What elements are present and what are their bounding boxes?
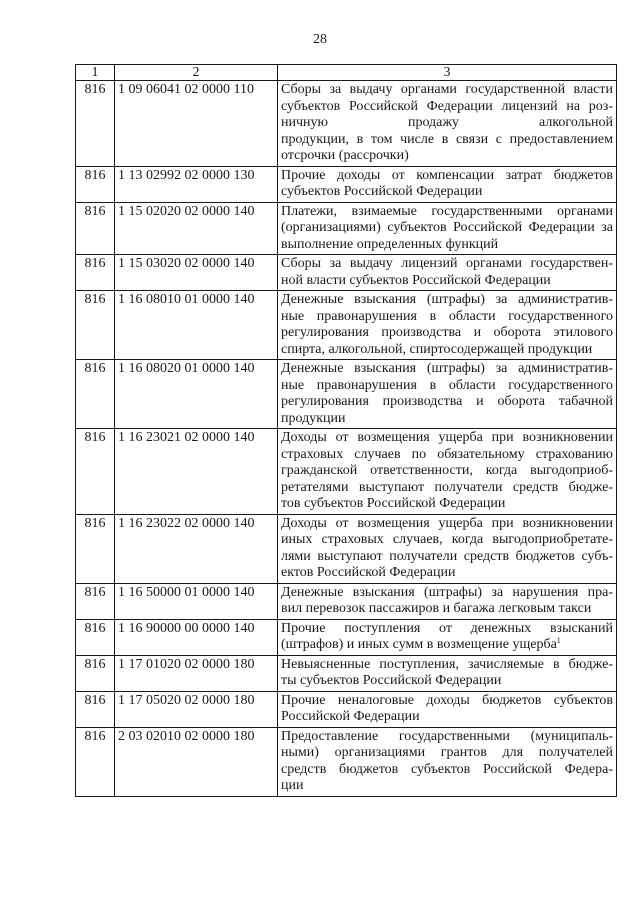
budget-code-cell: 1 15 02020 02 0000 140 xyxy=(115,202,278,255)
column-header-2: 2 xyxy=(115,65,278,81)
description-cell xyxy=(278,429,617,515)
budget-code-cell: 1 17 01020 02 0000 180 xyxy=(115,655,278,691)
description-cell xyxy=(278,583,617,619)
description-line xyxy=(281,430,613,447)
description-line-text: отсрочки (рассрочки) xyxy=(281,148,409,163)
description-line-text: регулирования производства и оборота этилового xyxy=(281,325,613,340)
table-row xyxy=(76,429,617,515)
description-line-text: Доходы от возмещения ущерба при возникновении xyxy=(281,430,613,445)
table-header-row xyxy=(76,65,617,81)
footnote-marker: 1 xyxy=(556,636,561,645)
admin-code-cell: 816 xyxy=(76,202,115,255)
description-line-text: субъектов Российской Федерации лицензий на роз- xyxy=(281,98,613,114)
table-row xyxy=(76,691,617,727)
description-cell xyxy=(278,655,617,691)
description-line xyxy=(281,601,613,618)
description-line-text: субъектов Российской Федерации xyxy=(281,184,483,199)
table-row xyxy=(76,583,617,619)
description-line xyxy=(281,99,613,116)
description-cell xyxy=(278,619,617,655)
description-line xyxy=(281,709,613,726)
description-line xyxy=(281,621,613,638)
description-line-text: выполнение определенных функций xyxy=(281,236,499,252)
description-cell xyxy=(278,727,617,796)
description-line-text: ничную продажу алкогольной xyxy=(281,115,613,130)
description-line xyxy=(281,657,613,674)
description-line xyxy=(281,82,613,99)
description-line xyxy=(281,693,613,710)
column-header-1: 1 xyxy=(76,65,115,81)
description-line-text: (штрафов) и иных сумм в возмещение ущерба xyxy=(281,637,557,652)
description-line-text: средств бюджетов субъектов Российской Федера- xyxy=(281,761,613,777)
description-line-text: Доходы от возмещения ущерба при возникновении xyxy=(281,515,613,531)
budget-code-cell: 1 15 03020 02 0000 140 xyxy=(115,255,278,291)
description-line-text: страховых случаев по обязательному страхованию xyxy=(281,446,613,462)
budget-code-cell: 2 03 02010 02 0000 180 xyxy=(115,727,278,796)
table-row xyxy=(76,202,617,255)
description-line xyxy=(281,532,613,549)
description-line-text: Прочие неналоговые доходы бюджетов субъектов xyxy=(281,692,613,708)
table-body xyxy=(76,65,617,797)
description-line-text: лями выступают получатели средств бюджетов субъ- xyxy=(281,548,613,564)
description-line-text: Прочие доходы от компенсации затрат бюджетов xyxy=(281,167,613,183)
description-line-text: Денежные взыскания (штрафы) за нарушения пра- xyxy=(281,584,613,600)
admin-code-cell: 816 xyxy=(76,291,115,360)
description-line-text: Денежные взыскания (штрафы) за административ- xyxy=(281,361,613,376)
description-cell xyxy=(278,514,617,583)
revenue-codes-table xyxy=(75,64,617,797)
table-row xyxy=(76,81,617,167)
admin-code-cell: 816 xyxy=(76,727,115,796)
admin-code-cell: 816 xyxy=(76,255,115,291)
description-line-text: Российской Федерации xyxy=(281,709,420,724)
description-line-text: (организациями) субъектов Российской Федерации за xyxy=(281,220,613,235)
description-line xyxy=(281,273,613,290)
description-line xyxy=(281,673,613,690)
budget-code-cell: 1 16 23021 02 0000 140 xyxy=(115,429,278,515)
description-line-text: ной власти субъектов Российской Федерации xyxy=(281,272,551,288)
budget-code-cell: 1 16 90000 00 0000 140 xyxy=(115,619,278,655)
description-line xyxy=(281,565,613,582)
description-line xyxy=(281,361,613,378)
budget-code-cell: 1 16 08020 01 0000 140 xyxy=(115,360,278,429)
description-cell xyxy=(278,691,617,727)
description-line xyxy=(281,204,613,221)
budget-code-cell: 1 09 06041 02 0000 110 xyxy=(115,81,278,167)
description-line-text: Платежи, взимаемые государственными органами xyxy=(281,203,613,219)
description-cell xyxy=(278,291,617,360)
table-row xyxy=(76,360,617,429)
description-line xyxy=(281,237,613,254)
description-line xyxy=(281,184,613,201)
description-line-text: продукции xyxy=(281,410,346,426)
description-line-text: Денежные взыскания (штрафы) за административ- xyxy=(281,292,613,307)
table-row xyxy=(76,727,617,796)
column-header-3: 3 xyxy=(278,65,617,81)
description-line xyxy=(281,496,613,513)
admin-code-cell: 816 xyxy=(76,429,115,515)
table-row xyxy=(76,255,617,291)
description-line-text: ты субъектов Российской Федерации xyxy=(281,673,502,688)
description-line-text: Предоставление государственными (муниципаль- xyxy=(281,728,613,744)
description-line-text: ные правонарушения в области государственного xyxy=(281,308,613,324)
description-line xyxy=(281,309,613,326)
description-line-text: иных страховых случаев, когда выгодоприобретате- xyxy=(281,532,613,547)
description-cell xyxy=(278,255,617,291)
description-line-text: Невыясненные поступления, зачисляемые в бюдже- xyxy=(281,656,613,672)
admin-code-cell: 816 xyxy=(76,514,115,583)
description-line-text: продукции, в том числе в связи с предоставлением xyxy=(281,131,613,147)
description-line-text: регулирования производства и оборота табачной xyxy=(281,394,613,409)
table-row xyxy=(76,619,617,655)
table-row xyxy=(76,655,617,691)
description-line-text: ными) организациями грантов для получателей xyxy=(281,745,613,760)
description-line xyxy=(281,256,613,273)
description-line xyxy=(281,378,613,395)
description-line xyxy=(281,168,613,185)
table-row xyxy=(76,514,617,583)
admin-code-cell: 816 xyxy=(76,619,115,655)
description-line xyxy=(281,411,613,428)
description-line xyxy=(281,342,613,359)
description-line xyxy=(281,745,613,762)
admin-code-cell: 816 xyxy=(76,166,115,202)
description-line xyxy=(281,463,613,480)
admin-code-cell: 816 xyxy=(76,691,115,727)
description-line-text: тов субъектов Российской Федерации xyxy=(281,496,506,511)
budget-code-cell: 1 17 05020 02 0000 180 xyxy=(115,691,278,727)
description-line xyxy=(281,480,613,497)
description-line xyxy=(281,549,613,566)
description-line xyxy=(281,729,613,746)
admin-code-cell: 816 xyxy=(76,81,115,167)
admin-code-cell: 816 xyxy=(76,655,115,691)
description-cell xyxy=(278,81,617,167)
description-line-text: Прочие поступления от денежных взысканий xyxy=(281,620,613,636)
description-cell xyxy=(278,166,617,202)
description-line xyxy=(281,394,613,411)
description-line xyxy=(281,447,613,464)
description-line xyxy=(281,637,613,654)
admin-code-cell: 816 xyxy=(76,583,115,619)
description-line-text: ретателями выступают получатели средств бюдже- xyxy=(281,479,613,495)
description-line xyxy=(281,585,613,602)
description-cell xyxy=(278,202,617,255)
description-line-text: вил перевозок пассажиров и багажа легковым такси xyxy=(281,601,592,616)
description-line xyxy=(281,115,613,132)
description-cell xyxy=(278,360,617,429)
budget-code-cell: 1 16 23022 02 0000 140 xyxy=(115,514,278,583)
budget-code-cell: 1 16 08010 01 0000 140 xyxy=(115,291,278,360)
description-line-text: Сборы за выдачу лицензий органами государствен- xyxy=(281,256,613,271)
description-line xyxy=(281,220,613,237)
description-line xyxy=(281,132,613,149)
description-line-text: ные правонарушения в области государственного xyxy=(281,377,613,393)
description-line xyxy=(281,516,613,533)
page-number: 28 xyxy=(313,32,327,47)
description-line xyxy=(281,325,613,342)
description-line-text: Сборы за выдачу органами государственной власти xyxy=(281,82,613,97)
description-line xyxy=(281,762,613,779)
budget-code-cell: 1 13 02992 02 0000 130 xyxy=(115,166,278,202)
description-line-text: спирта, алкогольной, спиртосодержащей продукции xyxy=(281,341,593,357)
description-line xyxy=(281,292,613,309)
table-row xyxy=(76,166,617,202)
admin-code-cell: 816 xyxy=(76,360,115,429)
budget-code-cell: 1 16 50000 01 0000 140 xyxy=(115,583,278,619)
description-line xyxy=(281,148,613,165)
description-line-text: ектов Российской Федерации xyxy=(281,565,456,580)
description-line xyxy=(281,778,613,795)
table-row xyxy=(76,291,617,360)
description-line-text: гражданской ответственности, когда выгодоприоб- xyxy=(281,463,613,478)
description-line-text: ции xyxy=(281,778,304,793)
